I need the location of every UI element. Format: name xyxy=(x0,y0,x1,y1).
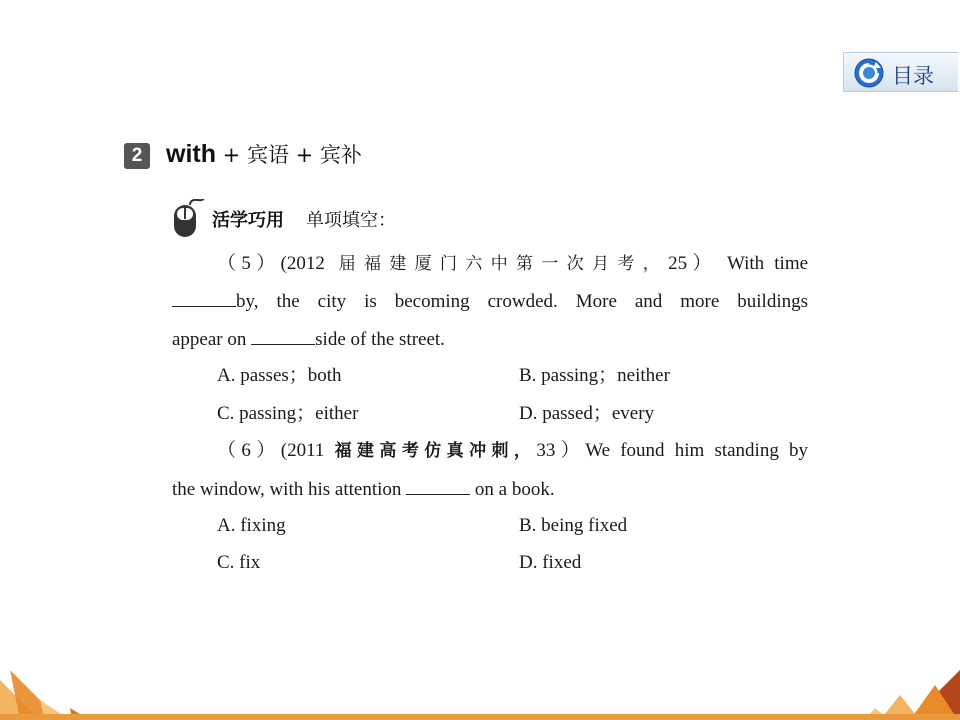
section-keyword: with xyxy=(166,140,216,168)
practice-heading xyxy=(212,206,396,232)
q5-text-1: With time xyxy=(726,253,809,274)
q5-text-2: by, the city is becoming crowded. More and more buildings xyxy=(236,291,808,312)
q6-item: 33） xyxy=(536,440,586,461)
q5-option-d: D. passed；every xyxy=(519,403,655,424)
q5-blank-1 xyxy=(172,289,236,307)
q6-option-b: B. being fixed xyxy=(519,515,628,536)
q6-text-1: We found him standing by xyxy=(585,440,808,461)
q6-option-c: C. fix xyxy=(217,552,261,573)
practice-label: 活学巧用 xyxy=(212,210,284,231)
q5-number: （5）( xyxy=(217,253,287,274)
q5-line-2 xyxy=(172,289,808,314)
q5-option-a: A. passes；both xyxy=(217,365,342,386)
q6-year: 2011 xyxy=(287,440,335,461)
bottom-left-decoration xyxy=(0,660,120,720)
practice-instruction: 单项填空： xyxy=(306,210,396,231)
q5-year: 2012 xyxy=(286,253,325,274)
q6-source: 福建高考仿真冲刺， xyxy=(334,441,537,461)
q5-line-1 xyxy=(217,252,808,276)
q6-text-2b: on a book. xyxy=(470,479,555,500)
mouse-icon xyxy=(168,199,208,239)
q5-blank-2 xyxy=(251,327,315,345)
q5-option-c: C. passing；either xyxy=(217,403,359,424)
refresh-circle-icon xyxy=(854,58,884,88)
section-title xyxy=(166,139,362,169)
q5-source: 届福建厦门六中第一次月考， xyxy=(324,254,669,274)
toc-label: 目录 xyxy=(892,64,934,88)
q6-line-2 xyxy=(172,477,808,502)
q5-option-b: B. passing；neither xyxy=(519,365,670,386)
section-formula: + 宾语 + 宾补 xyxy=(216,143,362,167)
q6-line-1 xyxy=(217,439,808,463)
q5-line-3 xyxy=(172,327,808,352)
q5-text-3b: side of the street. xyxy=(315,329,445,350)
q6-number: （6）( xyxy=(217,440,288,461)
bottom-right-decoration xyxy=(840,660,960,720)
q6-text-2a: the window, with his attention xyxy=(172,479,407,500)
q6-option-a: A. fixing xyxy=(217,515,286,536)
toc-button[interactable] xyxy=(843,52,958,92)
q5-text-3a: appear on xyxy=(172,329,252,350)
q6-option-d: D. fixed xyxy=(519,552,582,573)
bottom-bar xyxy=(0,714,960,720)
section-number-badge: 2 xyxy=(124,143,150,169)
q5-item: 25） xyxy=(668,253,717,274)
q6-blank xyxy=(406,477,470,495)
